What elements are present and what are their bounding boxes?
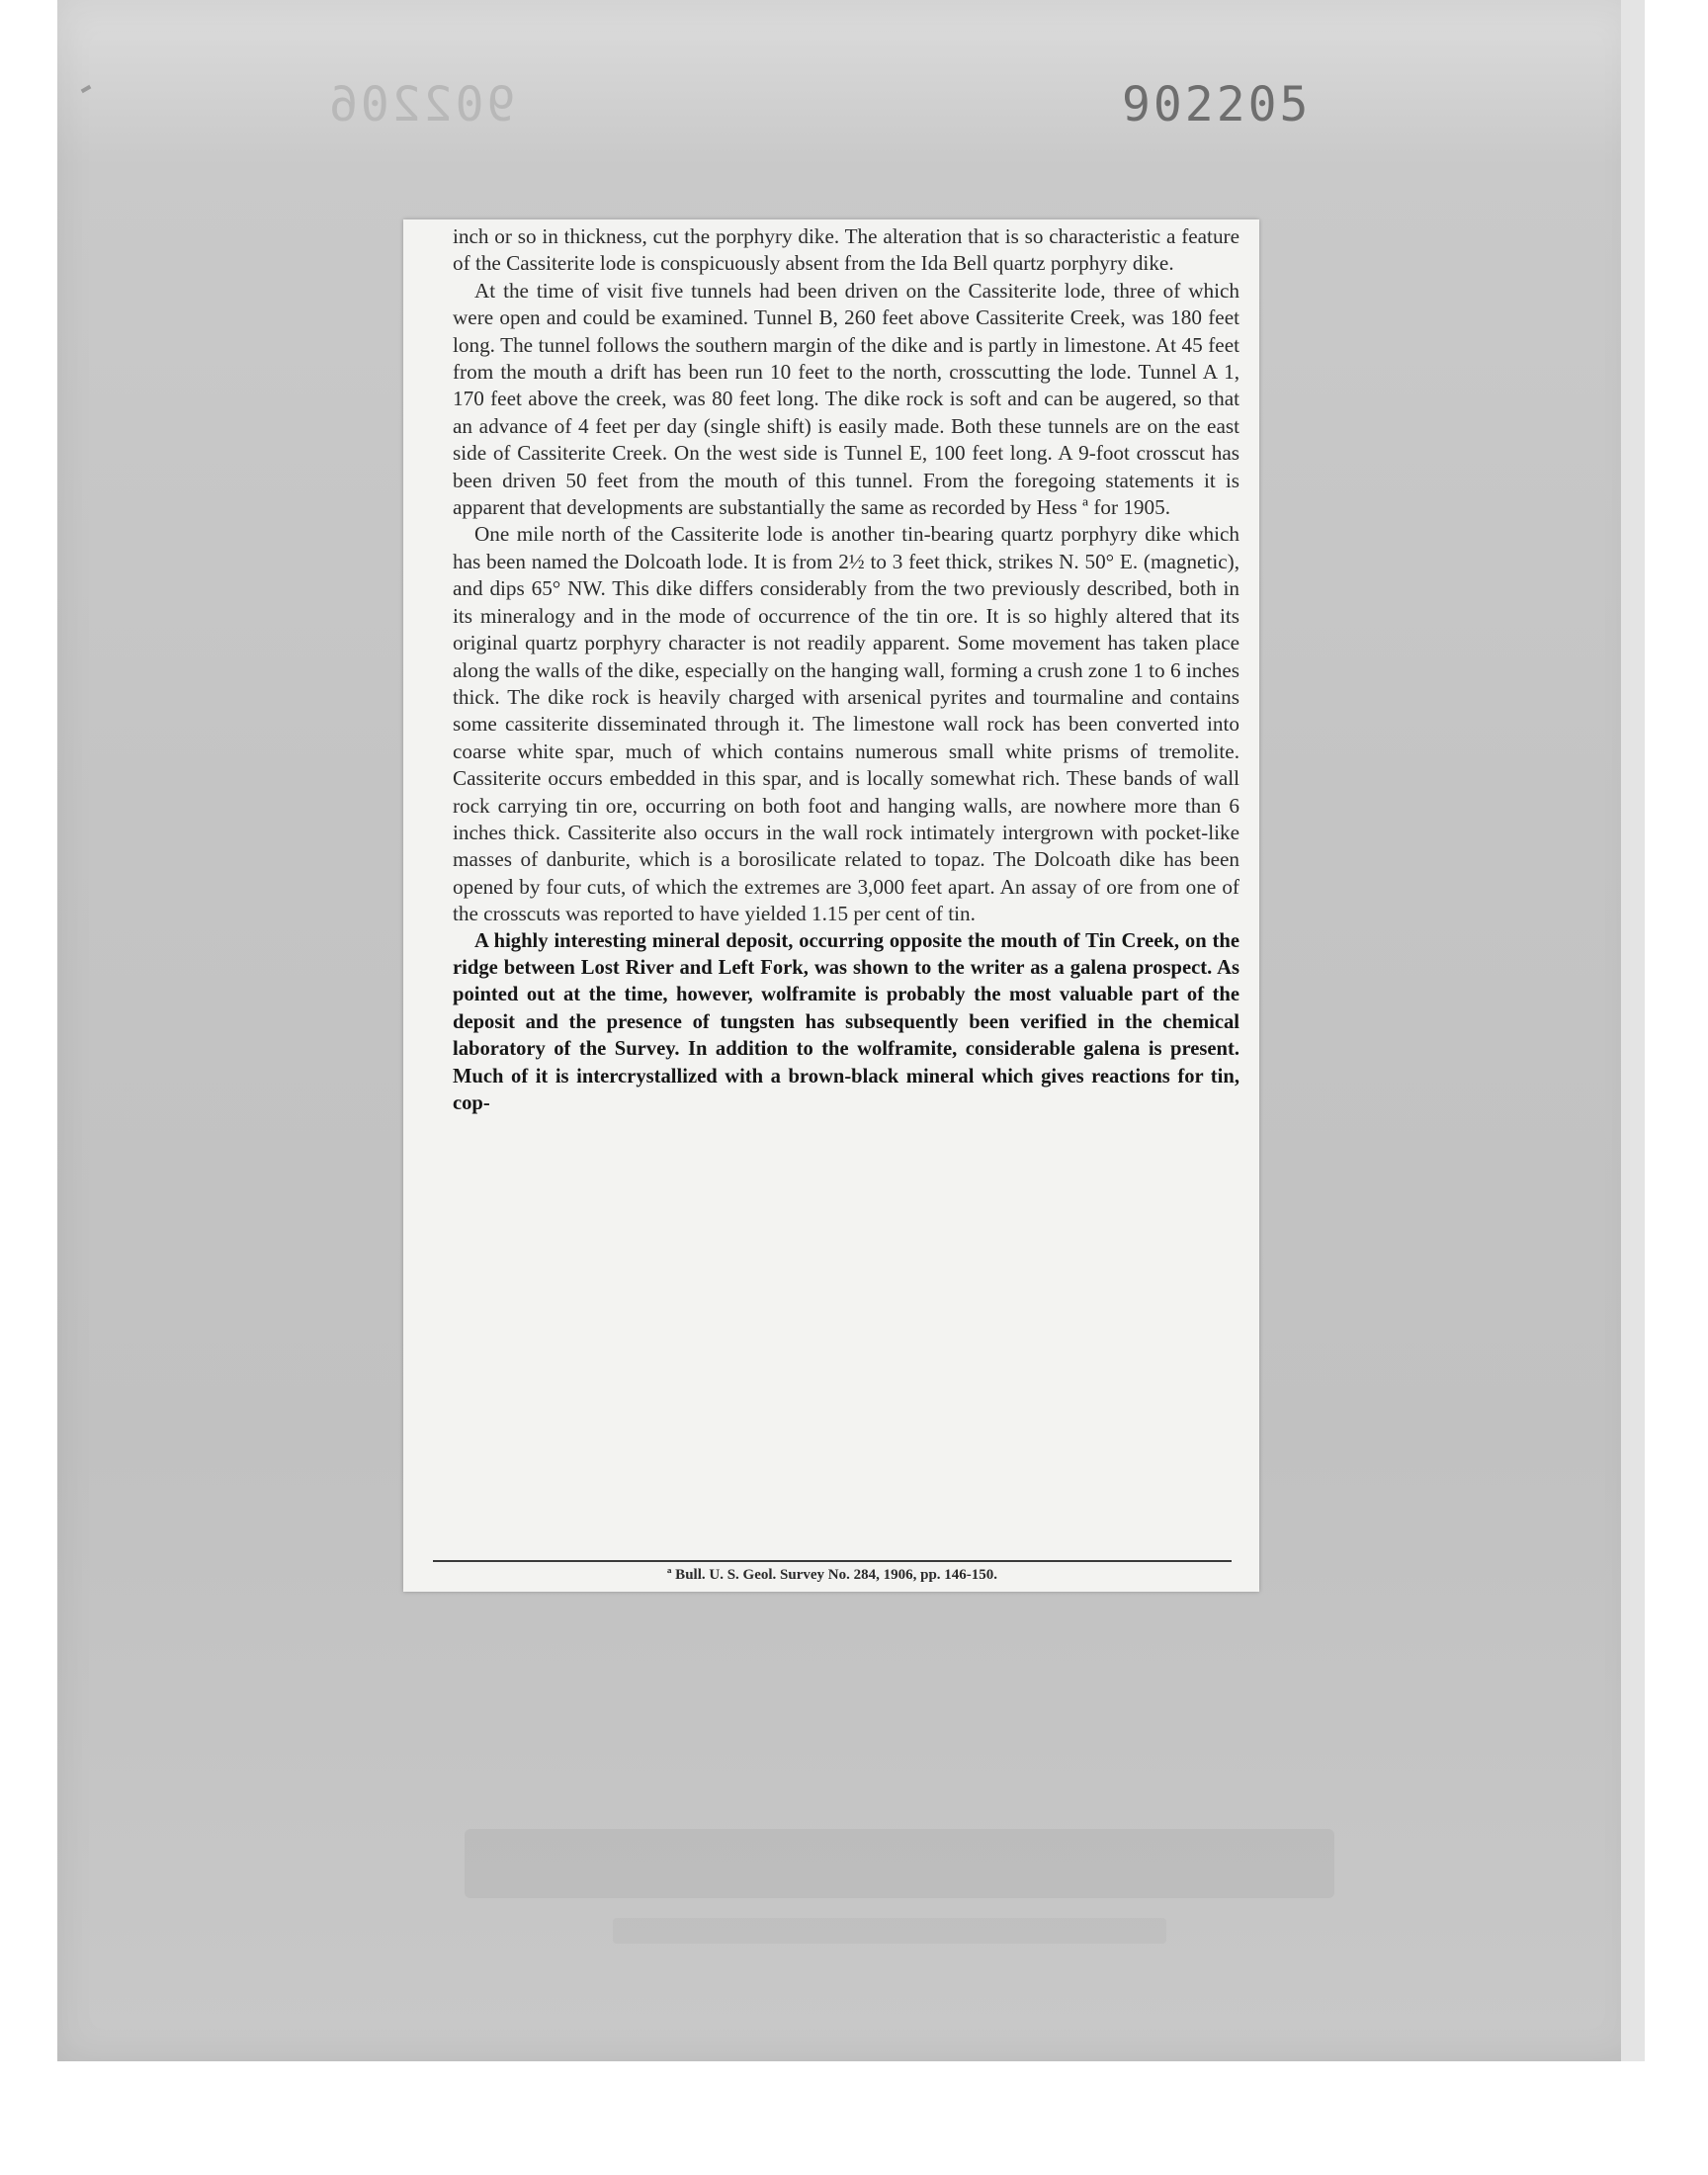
paragraph-1: inch or so in thickness, cut the porphyry dike. The alteration that is so characteristic a feature of the Cassiterite lode is conspicuously absent from the Ida Bell quartz porphyry dike. xyxy=(453,224,1239,276)
bleedthrough-subbanner xyxy=(613,1918,1166,1944)
archive-number-bleedthrough: 902206 xyxy=(326,77,516,132)
sheet-edge xyxy=(1621,0,1645,2061)
archive-number: 902205 xyxy=(1122,77,1312,132)
newspaper-clipping xyxy=(403,219,1259,1592)
clipping-body xyxy=(453,223,1239,1117)
paragraph-2: At the time of visit five tunnels had been driven on the Cassiterite lode, three of which were open and could be examined. Tunnel B, 260 feet above Cassiterite Creek, was 180 feet long. The tunnel follows the southern margin of the dike and is partly in limestone. At 45 feet from the mouth a drift has been run 10 feet to the north, crosscutting the lode. Tunnel A 1, 170 feet above the creek, was 80 feet long. The dike rock is soft and can be augered, so that an advance of 4 feet per day (single shift) is easily made. Both these tunnels are on the east side of Cassiterite Creek. On the west side is Tunnel E, 100 feet long. A 9-foot crosscut has been driven 50 feet from the mouth of this tunnel. From the foregoing statements it is apparent that developments are substantially the same as recorded by Hess ª for 1905. xyxy=(453,278,1239,520)
footnote: ª Bull. U. S. Geol. Survey No. 284, 1906, pp. 146-150. xyxy=(666,1567,998,1583)
bleedthrough-banner xyxy=(465,1829,1334,1898)
paragraph-4: A highly interesting mineral deposit, occurring opposite the mouth of Tin Creek, on the ridge between Lost River and Left Fork, was shown to the writer as a galena prospect. As pointed out at the time, however, wolframite is probably the most valuable part of the deposit and the presence of tungsten has subsequently been verified in the chemical laboratory of the Survey. In addition to the wolframite, considerable galena is present. Much of it is intercrystallized with a brown-black mineral which gives reactions for tin, cop- xyxy=(453,929,1239,1114)
footnote-rule xyxy=(433,1560,1232,1562)
paragraph-3: One mile north of the Cassiterite lode is another tin-bearing quartz porphyry dike which has been named the Dolcoath lode. It is from 2½ to 3 feet thick, strikes N. 50° E. (magnetic), and dips 65° NW. This dike differs considerably from the two previously described, both in its mineralogy and in the mode of occurrence of the tin ore. It is so highly altered that its original quartz porphyry character is not readily apparent. Some movement has taken place along the walls of the dike, especially on the hanging wall, forming a crush zone 1 to 6 inches thick. The dike rock is heavily charged with arsenical pyrites and tourmaline and contains some cassiterite disseminated through it. The limestone wall rock has been converted into coarse white spar, much of which contains numerous small white prisms of tremolite. Cassiterite occurs embedded in this spar, and is locally somewhat rich. These bands of wall rock carrying tin ore, occurring on both foot and hanging walls, are nowhere more than 6 inches thick. Cassiterite also occurs in the wall rock intimately intergrown with pocket-like masses of danburite, which is a borosilicate related to topaz. The Dolcoath dike has been opened by four cuts, of which the extremes are 3,000 feet apart. An assay of ore from one of the crosscuts was reported to have yielded 1.15 per cent of tin. xyxy=(453,522,1239,926)
